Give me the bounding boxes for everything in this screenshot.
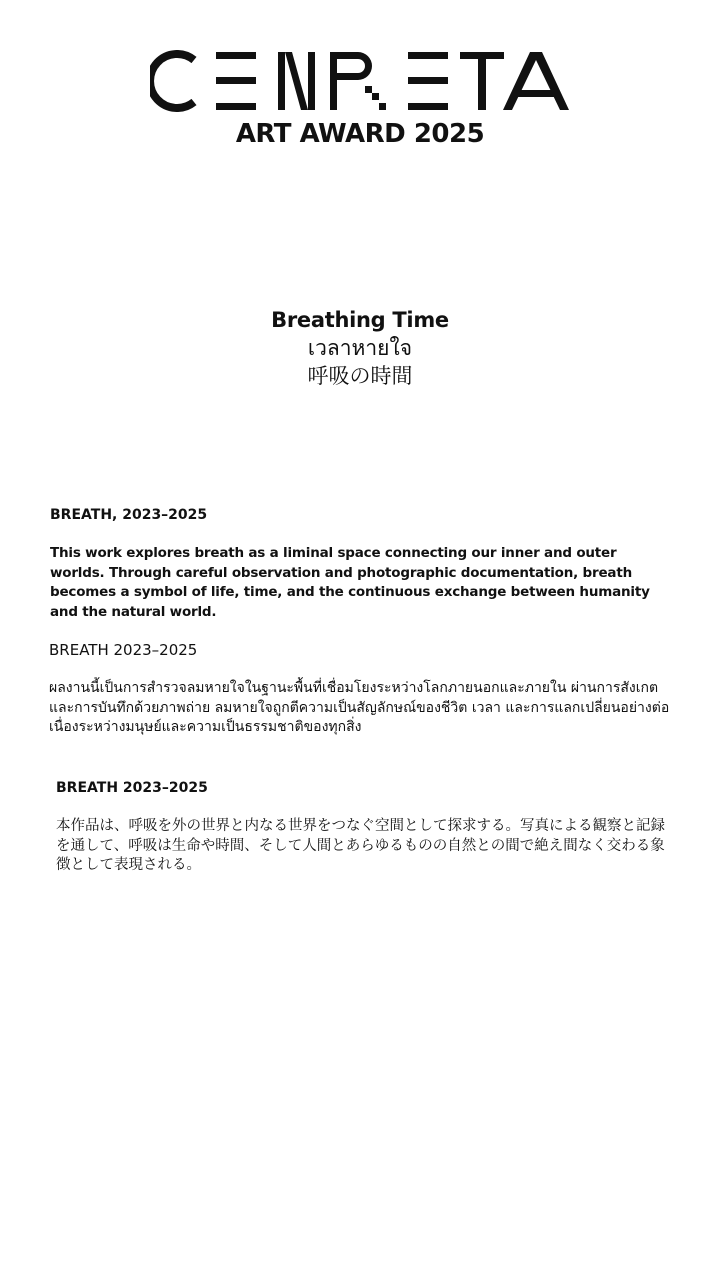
section-body-ja: 本作品は、呼吸を外の世界と内なる世界をつなぐ空間として探求する。写真による観察と記録を通して、呼吸は生命や時間、そして人間とあらゆるものの自然との間で絶え間なく交わる象徴として表現される。	[56, 818, 665, 873]
award-title: ART AWARD 2025	[235, 119, 485, 149]
section-heading-ja: BREATH 2023–2025	[56, 780, 208, 796]
artwork-title-th: เวลาหายใจ	[307, 336, 413, 360]
section-heading-th: BREATH 2023–2025	[49, 641, 198, 659]
cenreta-logo	[0, 50, 720, 112]
description-ja	[56, 779, 671, 876]
description-th	[49, 641, 674, 738]
section-body-th: ผลงานนี้เป็นการสำรวจลมหายใจในฐานะพื้นที่เชื่อมโยงระหว่างโลกภายนอกและภายใน ผ่านการสังเกตและการบันทึกด้วยภาพถ่าย ลมหายใจถูกตีความเป็นสัญลักษณ์ของชีวิต เวลา และการแลกเปลี่ยนอย่างต่อเนื่องระหว่างมนุษย์และความเป็นธรรมชาติของทุกสิ่ง	[49, 680, 670, 735]
logo-wordmark	[150, 50, 570, 112]
section-heading-en: BREATH, 2023–2025	[50, 507, 208, 523]
artwork-title-ja: 呼吸の時間	[307, 364, 413, 388]
section-body-en: This work explores breath as a liminal space connecting our inner and outer worlds. Through careful observation and photographic documentation, breath becomes a symbol of life, time, and the continuous exchange between humanity and the natural world.	[50, 545, 650, 620]
artwork-titles	[0, 306, 720, 390]
artwork-title-en: Breathing Time	[271, 308, 449, 332]
description-en	[50, 506, 675, 622]
